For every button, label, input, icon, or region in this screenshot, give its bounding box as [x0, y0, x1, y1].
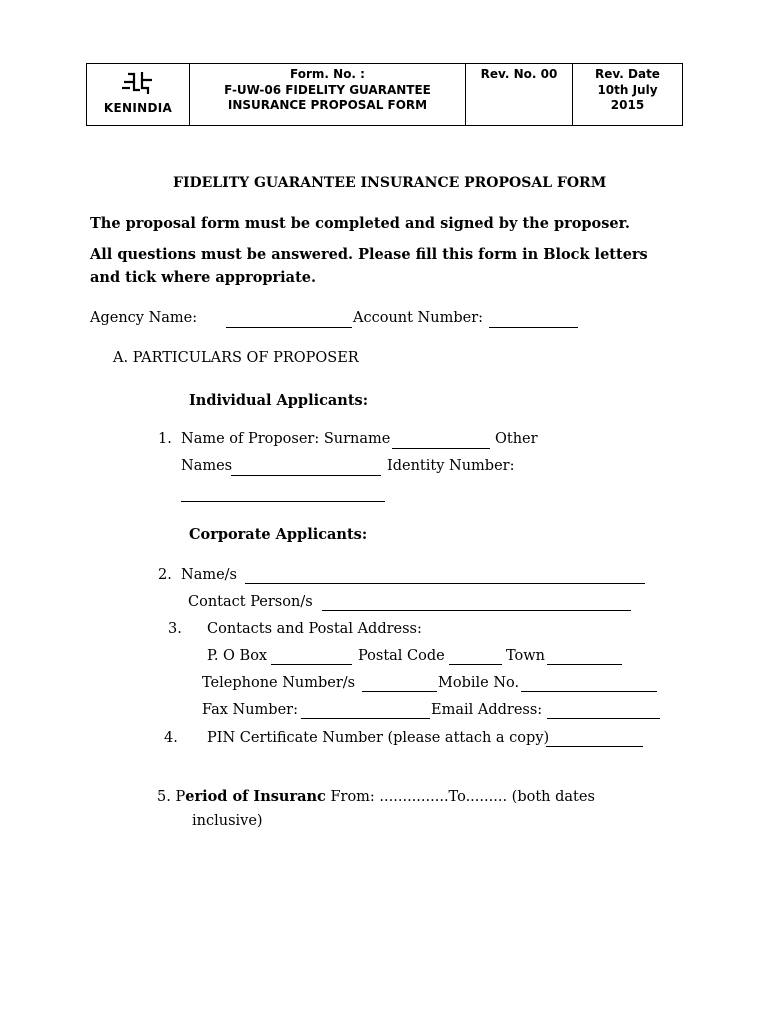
q5-line	[157, 788, 595, 805]
q4-number: 4.	[164, 730, 178, 746]
form-header-table	[86, 63, 683, 126]
q3-contacts-label: Contacts and Postal Address:	[207, 621, 422, 637]
instruction-line-1: The proposal form must be completed and signed by the proposer.	[90, 215, 630, 232]
q5-period-label: eriod of Insuranc	[185, 788, 326, 805]
section-a-heading: A. PARTICULARS OF PROPOSER	[113, 350, 359, 366]
corporate-applicants-heading: Corporate Applicants:	[189, 526, 368, 543]
q5-number: 5.	[157, 789, 171, 805]
logo-cell	[87, 64, 190, 125]
email-field[interactable]	[547, 717, 660, 719]
other-names-field[interactable]	[231, 474, 381, 476]
q4-pin-label: PIN Certificate Number (please attach a copy)	[207, 730, 550, 746]
q3-fax-label: Fax Number:	[202, 702, 298, 718]
form-no-label: Form. No. :	[290, 67, 365, 81]
instruction-line-2: All questions must be answered. Please fill this form in Block letters	[90, 246, 648, 263]
q1-names-label: Names	[181, 458, 233, 474]
q3-telephone-label: Telephone Number/s	[202, 675, 356, 691]
rev-date-label: Rev. Date	[595, 67, 660, 81]
mobile-field[interactable]	[521, 690, 657, 692]
contact-person-field[interactable]	[322, 609, 631, 611]
corporate-names-field[interactable]	[245, 582, 645, 584]
town-field[interactable]	[547, 663, 622, 665]
rev-date-line1: 10th July	[597, 82, 658, 97]
kenindia-logo-icon	[118, 68, 158, 96]
q2-contact-label: Contact Person/s	[188, 594, 313, 610]
form-no-line1: F-UW-06 FIDELITY GUARANTEE	[224, 82, 431, 97]
individual-applicants-heading: Individual Applicants:	[189, 392, 369, 409]
page-title: FIDELITY GUARANTEE INSURANCE PROPOSAL FORM	[173, 175, 607, 191]
q3-mobile-label: Mobile No.	[438, 675, 520, 691]
q2-number: 2.	[158, 567, 172, 583]
pin-certificate-field[interactable]	[546, 745, 643, 747]
q3-postal-code-label: Postal Code	[358, 648, 445, 664]
q1-other-label: Other	[495, 431, 538, 447]
q3-email-label: Email Address:	[431, 702, 543, 718]
q5-from-to: From: ...............To......... (both dates	[330, 789, 595, 805]
q5-inclusive: inclusive)	[192, 813, 263, 829]
agency-name-label: Agency Name:	[90, 310, 198, 326]
form-number-cell	[190, 64, 466, 125]
q3-number: 3.	[168, 621, 182, 637]
instruction-line-3: and tick where appropriate.	[90, 269, 317, 286]
q3-pobox-label: P. O Box	[207, 648, 268, 664]
telephone-field[interactable]	[362, 690, 437, 692]
surname-field[interactable]	[392, 447, 490, 449]
logo-text: KENINDIA	[103, 101, 173, 115]
q3-town-label: Town	[506, 648, 546, 664]
q1-surname-label: Name of Proposer: Surname	[181, 431, 391, 447]
postal-code-field[interactable]	[449, 663, 502, 665]
q1-number: 1.	[158, 431, 172, 447]
account-number-label: Account Number:	[353, 310, 484, 326]
q1-identity-label: Identity Number:	[387, 458, 515, 474]
rev-date-line2: 2015	[610, 98, 645, 112]
identity-number-field[interactable]	[181, 500, 385, 502]
q2-names-label: Name/s	[181, 567, 237, 583]
form-no-line2: INSURANCE PROPOSAL FORM	[227, 98, 428, 112]
po-box-field[interactable]	[271, 663, 352, 665]
rev-no-cell	[466, 64, 573, 125]
account-number-field[interactable]	[489, 326, 578, 328]
rev-no: Rev. No. 00	[480, 67, 558, 81]
q5-p: P	[175, 789, 186, 805]
rev-date-cell	[573, 64, 682, 125]
agency-name-field[interactable]	[226, 326, 352, 328]
fax-field[interactable]	[301, 717, 430, 719]
